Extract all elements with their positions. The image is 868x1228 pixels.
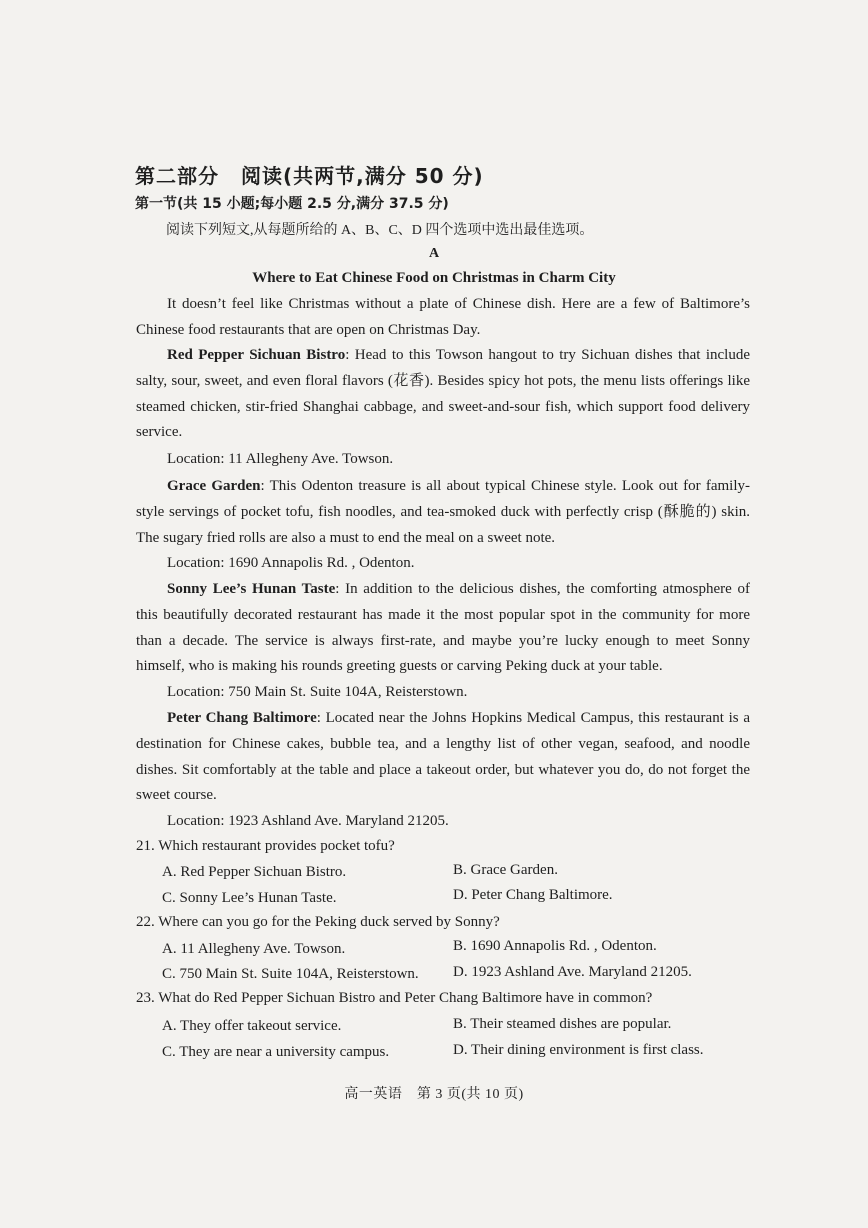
page-footer: 高一英语 第 3 页(共 10 页) (344, 1087, 524, 1102)
restaurant-paragraph (136, 706, 750, 809)
option-b: B. 1690 Annapolis Rd. , Odenton. (453, 938, 657, 954)
restaurant-name: Sonny Lee’s Hunan Taste (167, 581, 336, 597)
option-c: C. They are near a university campus. (162, 1044, 390, 1060)
part-title: 阅读(共两节,满分 50 分) (241, 164, 484, 188)
option-b: B. Their steamed dishes are popular. (453, 1016, 672, 1032)
restaurant-location: Location: 11 Allegheny Ave. Towson. (167, 451, 394, 467)
restaurant-location: Location: 750 Main St. Suite 104A, Reisterstown. (167, 684, 468, 700)
restaurant-paragraph (136, 474, 750, 551)
option-c: C. 750 Main St. Suite 104A, Reisterstown. (162, 966, 419, 982)
question-stem: 21. Which restaurant provides pocket tofu? (136, 838, 395, 854)
instructions: 阅读下列短文,从每题所给的 A、B、C、D 四个选项中选出最佳选项。 (166, 223, 594, 238)
question-stem: 22. Where can you go for the Peking duck served by Sonny? (136, 914, 500, 930)
restaurant-description: : Located near the Johns Hopkins Medical Campus, this restaurant is a destination for Chinese cakes, bubble tea, and a lengthy list of other vegan, seafood, and noodle dishes. Sit comfortably at the table and place a takeout order, but whatever you do, do not forget the sweet course. (136, 710, 750, 804)
restaurant-description: : This Odenton treasure is all about typical Chinese style. Look out for family-style servings of pocket tofu, fish noodles, and tea-smoked duck with perfectly crisp (酥脆的) skin. The sugary fried rolls are also a must to end the meal on a sweet note. (136, 478, 750, 546)
part-label: 第二部分 (135, 164, 219, 188)
intro-paragraph: It doesn’t feel like Christmas without a plate of Chinese dish. Here are a few of Baltimore’s Chinese food restaurants that are open on Christmas Day. (136, 296, 750, 338)
option-a: A. Red Pepper Sichuan Bistro. (162, 864, 347, 880)
restaurant-description: : In addition to the delicious dishes, the comforting atmosphere of this beautifully decorated restaurant has made it the most popular spot in the community for more than a decade. The service is always first-rate, and maybe you’re lucky enough to meet Sonny himself, who is making his rounds greeting guests or carving Peking duck at your table. (136, 581, 750, 675)
option-a: A. 11 Allegheny Ave. Towson. (162, 941, 346, 957)
restaurant-location: Location: 1923 Ashland Ave. Maryland 21205. (167, 813, 449, 829)
restaurant-name: Red Pepper Sichuan Bistro (167, 347, 346, 363)
restaurant-description: : Head to this Towson hangout to try Sichuan dishes that include salty, sour, sweet, and even floral flavors (花香). Besides spicy hot pots, the menu lists offerings like steamed chicken, stir-fried Shanghai cabbage, and sweet-and-sour fish, which support food delivery service. (136, 347, 751, 441)
restaurant-paragraph (136, 343, 750, 446)
restaurant-location: Location: 1690 Annapolis Rd. , Odenton. (167, 555, 415, 571)
question-stem: 23. What do Red Pepper Sichuan Bistro and Peter Chang Baltimore have in common? (136, 990, 653, 1006)
option-c: C. Sonny Lee’s Hunan Taste. (162, 890, 337, 906)
option-d: D. Peter Chang Baltimore. (453, 887, 613, 903)
option-b: B. Grace Garden. (453, 862, 558, 878)
restaurant-name: Peter Chang Baltimore (167, 710, 317, 726)
passage-label: A (428, 246, 440, 261)
option-a: A. They offer takeout service. (162, 1018, 342, 1034)
option-d: D. Their dining environment is first class. (453, 1042, 704, 1058)
passage-title: Where to Eat Chinese Food on Christmas in Charm City (252, 270, 616, 286)
option-d: D. 1923 Ashland Ave. Maryland 21205. (453, 964, 692, 980)
restaurant-paragraph (136, 577, 750, 680)
part-heading (135, 160, 484, 189)
section-heading: 第一节(共 15 小题;每小题 2.5 分,满分 37.5 分) (135, 196, 449, 212)
restaurant-name: Grace Garden (167, 478, 261, 494)
